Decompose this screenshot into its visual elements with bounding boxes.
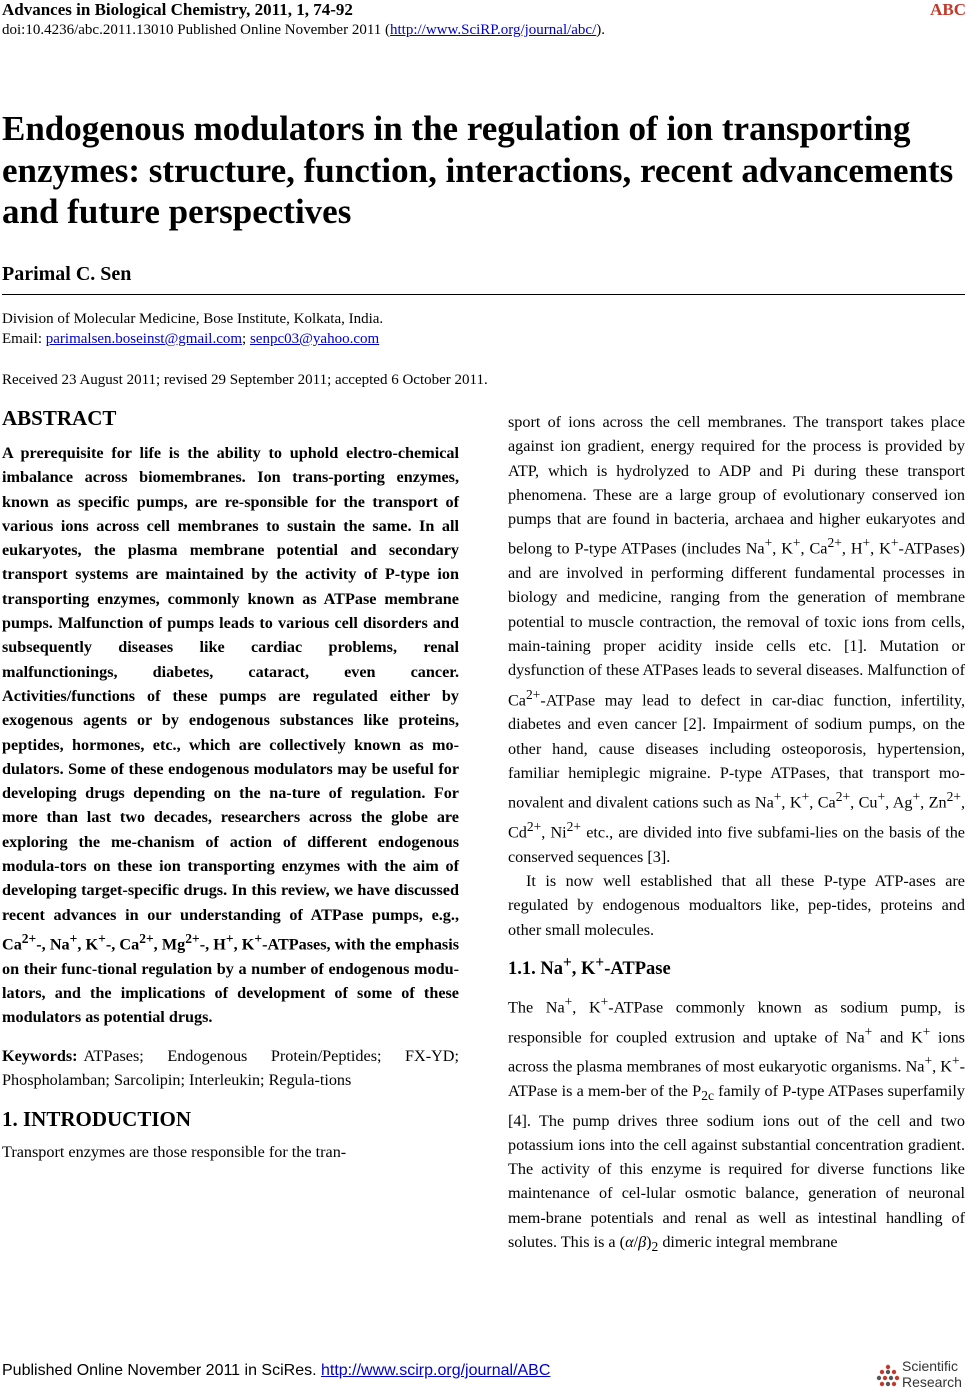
doi-line — [2, 21, 605, 39]
footer-link[interactable]: http://www.scirp.org/journal/ABC — [320, 1362, 551, 1379]
left-column — [2, 405, 459, 1164]
email-link-2[interactable]: senpc03@yahoo.com — [249, 331, 380, 347]
email-link-1[interactable]: parimalsen.boseinst@gmail.com — [45, 331, 243, 347]
keywords-label: Keywords: — [2, 1046, 78, 1065]
intro-paragraph-2: It is now well established that all these P-type ATP-ases are regulated by endogenous modualtors like, pep-tides, proteins and other small molecules. — [508, 871, 965, 939]
scientific-research-logo — [876, 1358, 968, 1392]
header-divider — [2, 294, 965, 295]
keywords — [2, 1044, 459, 1093]
email-label: Email: — [2, 331, 46, 347]
section-1-1-heading: 1.1. Na+, K+-ATPase — [508, 953, 671, 979]
email-line — [2, 329, 379, 349]
footer-text: Published Online November 2011 in SciRes. — [2, 1362, 321, 1379]
logo-dots-icon — [876, 1364, 900, 1388]
intro-text-left: Transport enzymes are those responsible for the tran- — [2, 1143, 347, 1162]
doi-text: doi:10.4236/abc.2011.13010 Published Online November 2011 ( — [2, 22, 391, 38]
paper-title: Endogenous modulators in the regulation of ion transporting enzymes: structure, function, interactions, recent advancements and future perspectives — [2, 109, 954, 231]
section-1-1-text: The Na+, K+-ATPase commonly known as sodium pump, is responsible for coupled extrusion and uptake of Na+ and K+ ions across the plasma membranes of most eukaryotic organisms. Na+, K+-ATPase is a mem-ber of the $P_{2c}$ family of P-type ATPases superfamily [4]. The pump drives three sodium ions out of the cell and two potassium ions into the cell against substantial concentration gradient. The activity of this enzyme is required for diverse functions like maintenance of cel-lular osmotic balance, generation of neuronal mem-brane potentials and renal as well as intestinal handling of solutes. This is a $(\alpha/\beta)_2$ dimeric integral membrane — [508, 993, 965, 1255]
doi-suffix: ). — [596, 22, 606, 38]
email-separator: ; — [242, 331, 250, 347]
footer — [2, 1361, 550, 1381]
logo-line-1: Scientific — [902, 1358, 959, 1374]
intro-paragraph-1: sport of ions across the cell membranes. The transport takes place against ion gradient, energy required for the process is provided by ATP, which is hydrolyzed to ADP and Pi during these transport phenomena. These are a large group of evolutionary conserved ion pumps that are found in bacteria, archaea and higher eukaryotes and belong to P-type ATPases (includes Na+, K+, $Ca^{2+}$, H+, K+-ATPases) and are involved in performing different fundamental processes in biology and medicine, ranging from the generation of membrane potential to muscle contraction, the removal of toxic ions from cells, main-taining proper acidity inside cells etc. [1]. Mutation or dysfunction of these ATPases leads to several diseases. Malfunction of $Ca^{2+}$-ATPase may lead to defect in car-diac function, infertility, diabetes and even cancer [2]. Impairment of sodium pumps, on the other hand, cause diseases including osteoporosis, hypertension, familiar hemiplegic migraine. P-type ATPases, that transport mo-novalent and divalent cations such as Na+, K+, $Ca^{2+}$, Cu+, Ag+, $Zn^{2+}$, $Cd^{2+}$, $Ni^{2+}$ etc., are divided into five subfami-lies on the basis of the conserved sequences [3]. — [508, 413, 966, 866]
doi-link[interactable]: http://www.SciRP.org/journal/abc/ — [390, 22, 597, 38]
journal-abbr: ABC — [930, 0, 966, 19]
journal-citation: Advances in Biological Chemistry, 2011, 1, 74-92 — [2, 0, 353, 19]
author-name: Parimal C. Sen — [2, 263, 132, 285]
abstract-heading: ABSTRACT — [2, 406, 117, 430]
logo-line-2: Research — [902, 1374, 962, 1390]
logo-text — [902, 1358, 962, 1390]
journal-header — [2, 0, 966, 20]
intro-heading: 1. INTRODUCTION — [2, 1107, 192, 1132]
keywords-text: ATPases; Endogenous Protein/Peptides; FX-YD; Phospholamban; Sarcolipin; Interleukin; Regula-tions — [2, 1046, 459, 1089]
abstract-text: A prerequisite for life is the ability to uphold electro-chemical imbalance across biomembranes. Ion trans-porting enzymes, known as specific pumps, are re-sponsible for the transport of various ions across cell membranes to sustain the same. In all eukaryotes, the plasma membrane potential and secondary transport systems are maintained by the activity of P-type ion transporting enzymes, commonly known as ATPase membrane pumps. Malfunction of pumps leads to various cell disorders and subsequently diseases like cardiac problems, renal malfunctionings, diabetes, cataract, even cancer. Activities/functions of these pumps are regulated either by exogenous agents or by endogenous substances like proteins, peptides, hormones, etc., which are collectively known as mo-dulators. Some of these endogenous modulators may be useful for developing drugs depending on the na-ture of regulation. For more than last two decades, researchers across the globe are exploring the me-chanism of action of different endogenous modula-tors on these ion transporting enzymes with the aim of developing target-specific drugs. In this review, we have discussed recent advances in our understanding of ATPase pumps, e.g., $Ca^{2+}-$, Na+, K+-, $Ca^{2+}$, $Mg^{2+}-$, H+, K+-ATPases, with the emphasis on their func-tional regulation by a number of endogenous modu-lators, and the implications of development of some of these modulators as potential drugs. — [2, 444, 460, 1027]
received-dates: Received 23 August 2011; revised 29 September 2011; accepted 6 October 2011. — [2, 372, 488, 388]
right-column — [508, 410, 965, 1260]
affiliation: Division of Molecular Medicine, Bose Institute, Kolkata, India. — [2, 311, 384, 327]
